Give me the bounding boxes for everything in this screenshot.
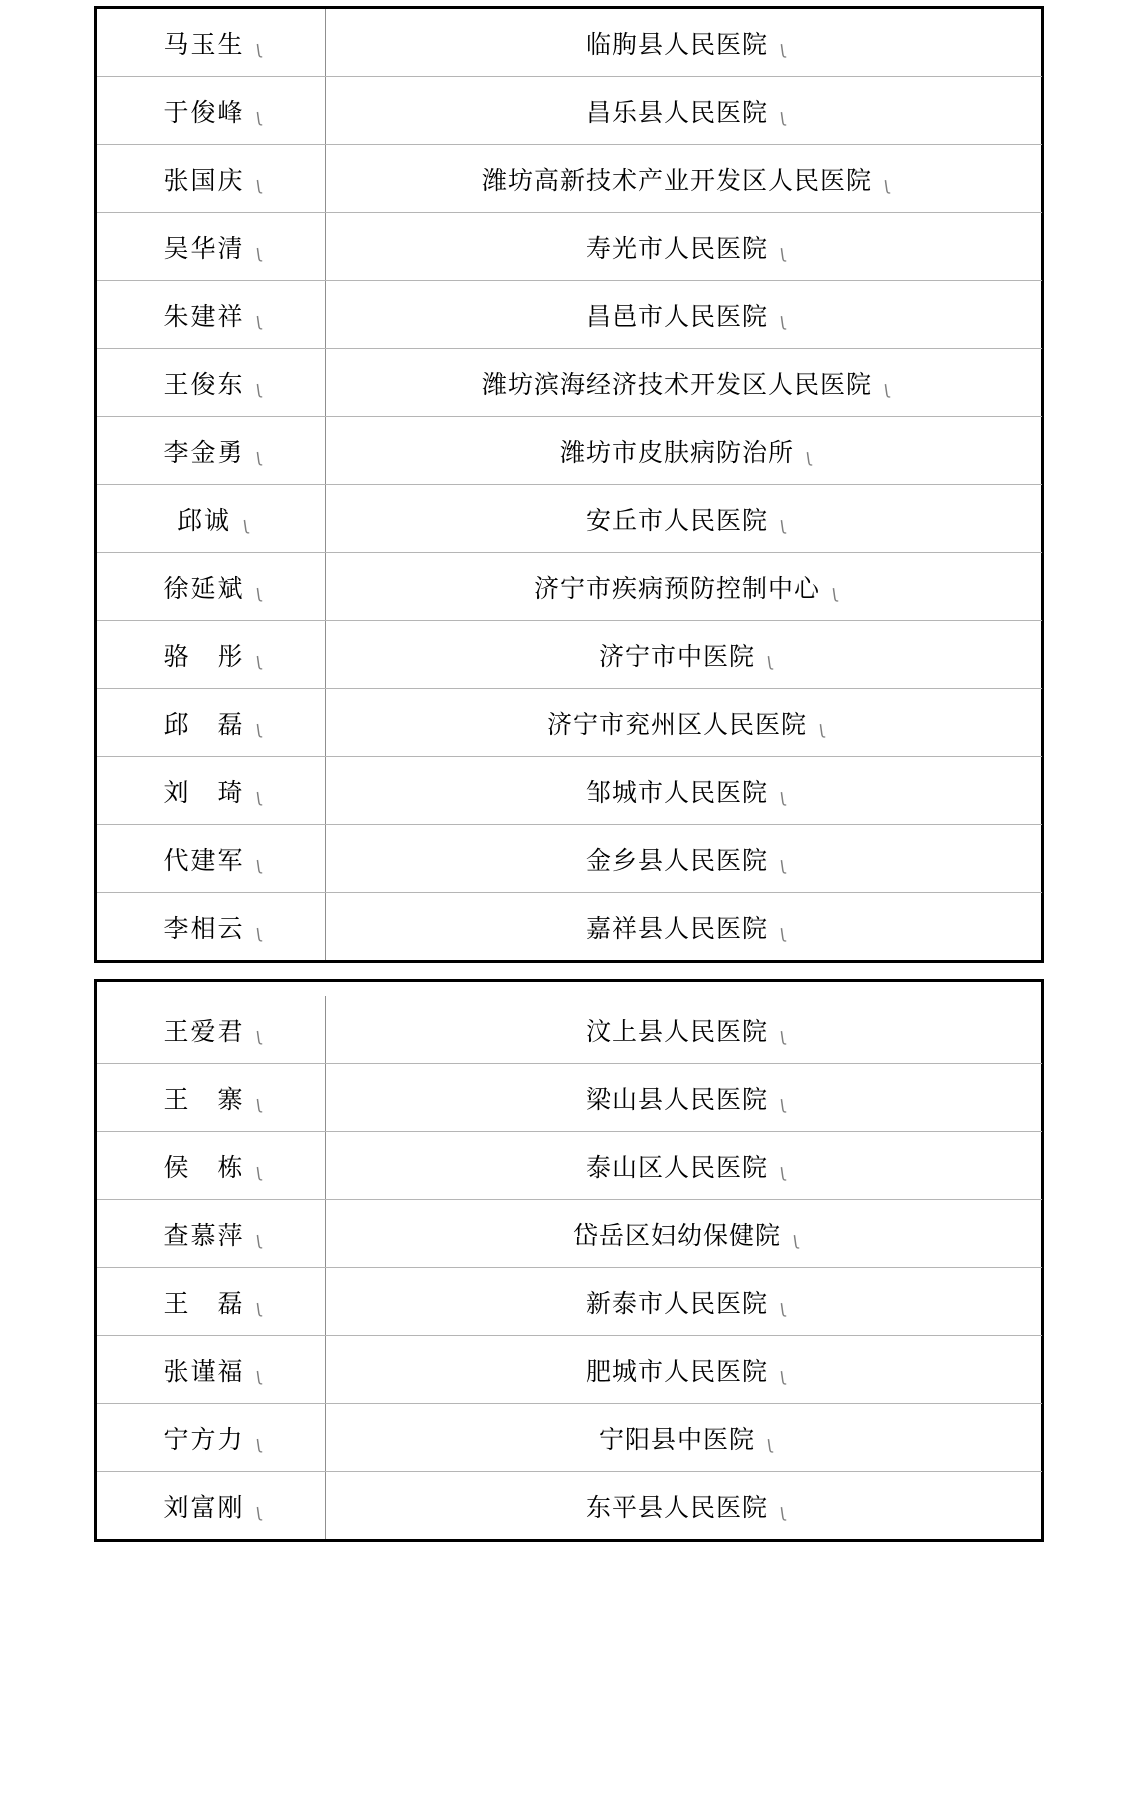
- person-name-cell: [97, 417, 326, 485]
- person-name-cell: [97, 1132, 326, 1200]
- organization-name: 泰山区人民医院 J: [586, 1148, 782, 1184]
- organization-cell: [326, 553, 1043, 621]
- table-body: [97, 996, 1042, 1539]
- roster-table: [97, 9, 1042, 960]
- organization-name: 安丘市人民医院 J: [586, 501, 782, 537]
- organization-cell: [326, 213, 1043, 281]
- person-name: 徐延斌 J: [163, 569, 258, 605]
- organization-name: 汶上县人民医院 J: [586, 1012, 782, 1048]
- organization-cell: [326, 1200, 1043, 1268]
- organization-name: 昌乐县人民医院 J: [586, 93, 782, 129]
- organization-name: 潍坊滨海经济技术开发区人民医院 J: [482, 365, 886, 401]
- organization-name: 济宁市疾病预防控制中心 J: [534, 569, 834, 605]
- person-name-cell: [97, 485, 326, 553]
- table-row: [97, 1404, 1042, 1472]
- person-name-cell: [97, 1200, 326, 1268]
- organization-name: 临朐县人民医院 J: [586, 25, 782, 61]
- organization-cell: [326, 417, 1043, 485]
- person-name: 李金勇 J: [163, 433, 258, 469]
- table-row: [97, 1268, 1042, 1336]
- organization-name: 肥城市人民医院 J: [586, 1352, 782, 1388]
- table-row: [97, 893, 1042, 961]
- person-name-cell: [97, 996, 326, 1064]
- person-name-cell: [97, 213, 326, 281]
- organization-cell: [326, 1404, 1043, 1472]
- roster-table: [97, 996, 1042, 1539]
- organization-name: 东平县人民医院 J: [586, 1488, 782, 1524]
- table-row: [97, 9, 1042, 77]
- organization-cell: [326, 1132, 1043, 1200]
- table-row: [97, 77, 1042, 145]
- table-row: [97, 1132, 1042, 1200]
- table-row: [97, 213, 1042, 281]
- person-name: 宁方力 J: [163, 1420, 258, 1456]
- table-row: [97, 825, 1042, 893]
- table-row: [97, 417, 1042, 485]
- person-name-cell: [97, 1472, 326, 1540]
- organization-cell: [326, 485, 1043, 553]
- organization-name: 岱岳区妇幼保健院 J: [573, 1216, 795, 1252]
- organization-name: 邹城市人民医院 J: [586, 773, 782, 809]
- person-name: 王 磊 J: [163, 1284, 258, 1320]
- organization-name: 济宁市兖州区人民医院 J: [547, 705, 821, 741]
- organization-cell: [326, 1472, 1043, 1540]
- person-name-cell: [97, 621, 326, 689]
- table-row: [97, 757, 1042, 825]
- organization-cell: [326, 1268, 1043, 1336]
- person-name: 代建军 J: [163, 841, 258, 877]
- organization-name: 宁阳县中医院 J: [599, 1420, 769, 1456]
- organization-cell: [326, 893, 1043, 961]
- organization-cell: [326, 145, 1043, 213]
- organization-cell: [326, 1336, 1043, 1404]
- organization-cell: [326, 757, 1043, 825]
- organization-cell: [326, 281, 1043, 349]
- person-name: 查慕萍 J: [163, 1216, 258, 1252]
- person-name: 于俊峰 J: [163, 93, 258, 129]
- table-row: [97, 553, 1042, 621]
- person-name: 李相云 J: [163, 909, 258, 945]
- table-row: [97, 1064, 1042, 1132]
- organization-name: 济宁市中医院 J: [599, 637, 769, 673]
- table-row: [97, 281, 1042, 349]
- person-name: 马玉生 J: [163, 25, 258, 61]
- organization-name: 金乡县人民医院 J: [586, 841, 782, 877]
- table-row: [97, 1472, 1042, 1540]
- table-body: [97, 9, 1042, 960]
- organization-cell: [326, 1064, 1043, 1132]
- person-name-cell: [97, 689, 326, 757]
- person-name: 刘 琦 J: [163, 773, 258, 809]
- person-name-cell: [97, 553, 326, 621]
- organization-cell: [326, 689, 1043, 757]
- organization-name: 潍坊市皮肤病防治所 J: [560, 433, 808, 469]
- organization-name: 昌邑市人民医院 J: [586, 297, 782, 333]
- person-name-cell: [97, 9, 326, 77]
- organization-cell: [326, 349, 1043, 417]
- organization-name: 嘉祥县人民医院 J: [586, 909, 782, 945]
- organization-cell: [326, 996, 1043, 1064]
- table-row: [97, 485, 1042, 553]
- person-name: 张国庆 J: [163, 161, 258, 197]
- person-name: 王爱君 J: [163, 1012, 258, 1048]
- table-row: [97, 689, 1042, 757]
- roster-table-part-1: [94, 6, 1044, 963]
- table-row: [97, 145, 1042, 213]
- person-name-cell: [97, 757, 326, 825]
- person-name: 王俊东 J: [163, 365, 258, 401]
- person-name: 骆 彤 J: [163, 637, 258, 673]
- person-name-cell: [97, 893, 326, 961]
- organization-cell: [326, 9, 1043, 77]
- person-name: 吴华清 J: [163, 229, 258, 265]
- table-row: [97, 1336, 1042, 1404]
- person-name: 刘富刚 J: [163, 1488, 258, 1524]
- table-row: [97, 349, 1042, 417]
- person-name-cell: [97, 1336, 326, 1404]
- person-name-cell: [97, 1404, 326, 1472]
- roster-table-part-2: [94, 979, 1044, 1542]
- person-name-cell: [97, 145, 326, 213]
- person-name: 邱 磊 J: [163, 705, 258, 741]
- person-name-cell: [97, 825, 326, 893]
- person-name-cell: [97, 349, 326, 417]
- person-name-cell: [97, 1268, 326, 1336]
- person-name: 张谨福 J: [163, 1352, 258, 1388]
- table-row: [97, 996, 1042, 1064]
- person-name: 侯 栋 J: [163, 1148, 258, 1184]
- person-name: 邱诚 J: [177, 501, 245, 537]
- organization-name: 新泰市人民医院 J: [586, 1284, 782, 1320]
- person-name-cell: [97, 281, 326, 349]
- organization-cell: [326, 621, 1043, 689]
- table-row: [97, 621, 1042, 689]
- person-name: 王 寨 J: [163, 1080, 258, 1116]
- organization-name: 寿光市人民医院 J: [586, 229, 782, 265]
- organization-cell: [326, 825, 1043, 893]
- organization-name: 潍坊高新技术产业开发区人民医院 J: [482, 161, 886, 197]
- organization-cell: [326, 77, 1043, 145]
- person-name-cell: [97, 1064, 326, 1132]
- organization-name: 梁山县人民医院 J: [586, 1080, 782, 1116]
- person-name: 朱建祥 J: [163, 297, 258, 333]
- person-name-cell: [97, 77, 326, 145]
- table-row: [97, 1200, 1042, 1268]
